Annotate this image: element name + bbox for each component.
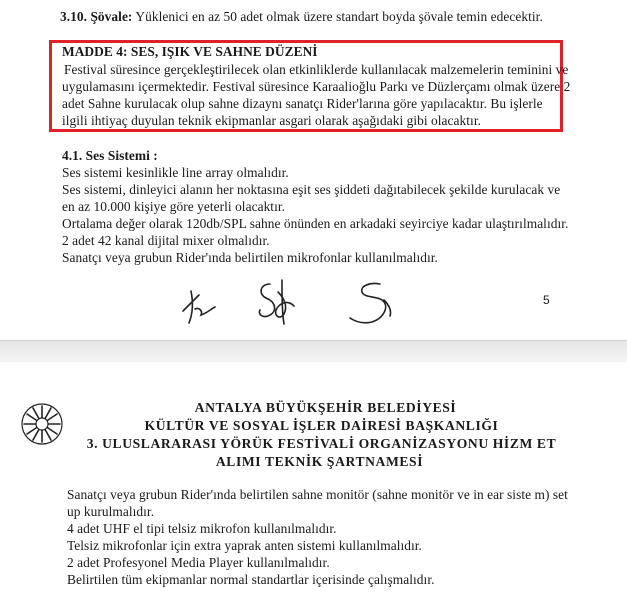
- ses-sistemi-line: Ses sistemi, dinleyici alanın her noktasına eşit ses şiddeti dağıtabilecek şekilde kurulacak ve: [62, 182, 561, 197]
- item-3-10-text: Yüklenici en az 50 adet olmak üzere standart boyda şövale temin edecektir.: [135, 9, 543, 24]
- madde-4-line: uygulamasını içermektedir. Festival süresince Karaalioğlu Parkı ve Düzlerçamı olmak üzere 2: [62, 79, 571, 94]
- page2-line: 2 adet Profesyonel Media Player kullanılmalıdır.: [67, 555, 330, 570]
- madde-4-title: MADDE 4: SES, IŞIK VE SAHNE DÜZENİ: [62, 44, 318, 59]
- page2-line: Belirtilen tüm ekipmanlar normal standartlar içerisinde çalışmalıdır.: [67, 572, 435, 587]
- page-separator: [0, 340, 627, 363]
- document-page-6: [0, 362, 627, 592]
- ses-sistemi-title: 4.1. Ses Sistemi :: [62, 148, 158, 163]
- header-line: 3. ULUSLARARASI YÖRÜK FESTİVALİ ORGANİZASYONU HİZM ET: [86, 436, 557, 451]
- page2-line: Telsiz mikrofonlar için extra yaprak anten sistemi kullanılmalıdır.: [67, 538, 422, 553]
- madde-4-line: ilgili ihtiyaç duyulan teknik ekipmanlar asgari olarak aşağıdaki gibi olacaktır.: [62, 113, 481, 128]
- madde-4-line: Festival süresince gerçekleştirilecek olan etkinliklerde kullanılacak malzemelerin teminini ve: [64, 62, 569, 77]
- signature-1: [175, 285, 225, 327]
- ses-sistemi-line: Sanatçı veya grubun Rider'ında belirtilen mikrofonlar kullanılmalıdır.: [62, 250, 438, 265]
- header-line: ANTALYA BÜYÜKŞEHİR BELEDİYESİ: [194, 400, 457, 415]
- header-line: KÜLTÜR VE SOSYAL İŞLER DAİRESİ BAŞKANLIĞI: [144, 418, 499, 433]
- ses-sistemi-line: 2 adet 42 kanal dijital mixer olmalıdır.: [62, 233, 270, 248]
- page2-line: up kurulmalıdır.: [67, 504, 155, 519]
- page2-line: 4 adet UHF el tipi telsiz mikrofon kullanılmalıdır.: [67, 521, 337, 536]
- ses-sistemi-line: Ortalama değer olarak 120db/SPL sahne önünden en arkadaki seyirciye kadar ulaştırılmalıdır.: [62, 216, 569, 231]
- page-number: 5: [543, 293, 550, 307]
- signature-3: [340, 278, 402, 330]
- ses-sistemi-line: en az 10.000 kişiye göre yeterli olacaktır.: [62, 199, 286, 214]
- item-3-10-number: 3.10.: [60, 9, 88, 24]
- ses-sistemi-line: Ses sistemi kesinlikle line array olmalıdır.: [62, 165, 289, 180]
- header-line: ALIMI TEKNİK ŞARTNAMESİ: [215, 454, 424, 469]
- page2-line: Sanatçı veya grubun Rider'ında belirtilen sahne monitör (sahne monitör ve in ear siste m) set: [67, 487, 568, 502]
- madde-4-line: adet Sahne kurulacak olup sahne dizaynı sanatçı Rider'larına göre yapılacaktır. Bu işlerle: [62, 96, 543, 111]
- item-3-10-title: Şövale:: [90, 9, 133, 24]
- signature-2: [248, 276, 304, 328]
- item-3-10: [60, 9, 543, 25]
